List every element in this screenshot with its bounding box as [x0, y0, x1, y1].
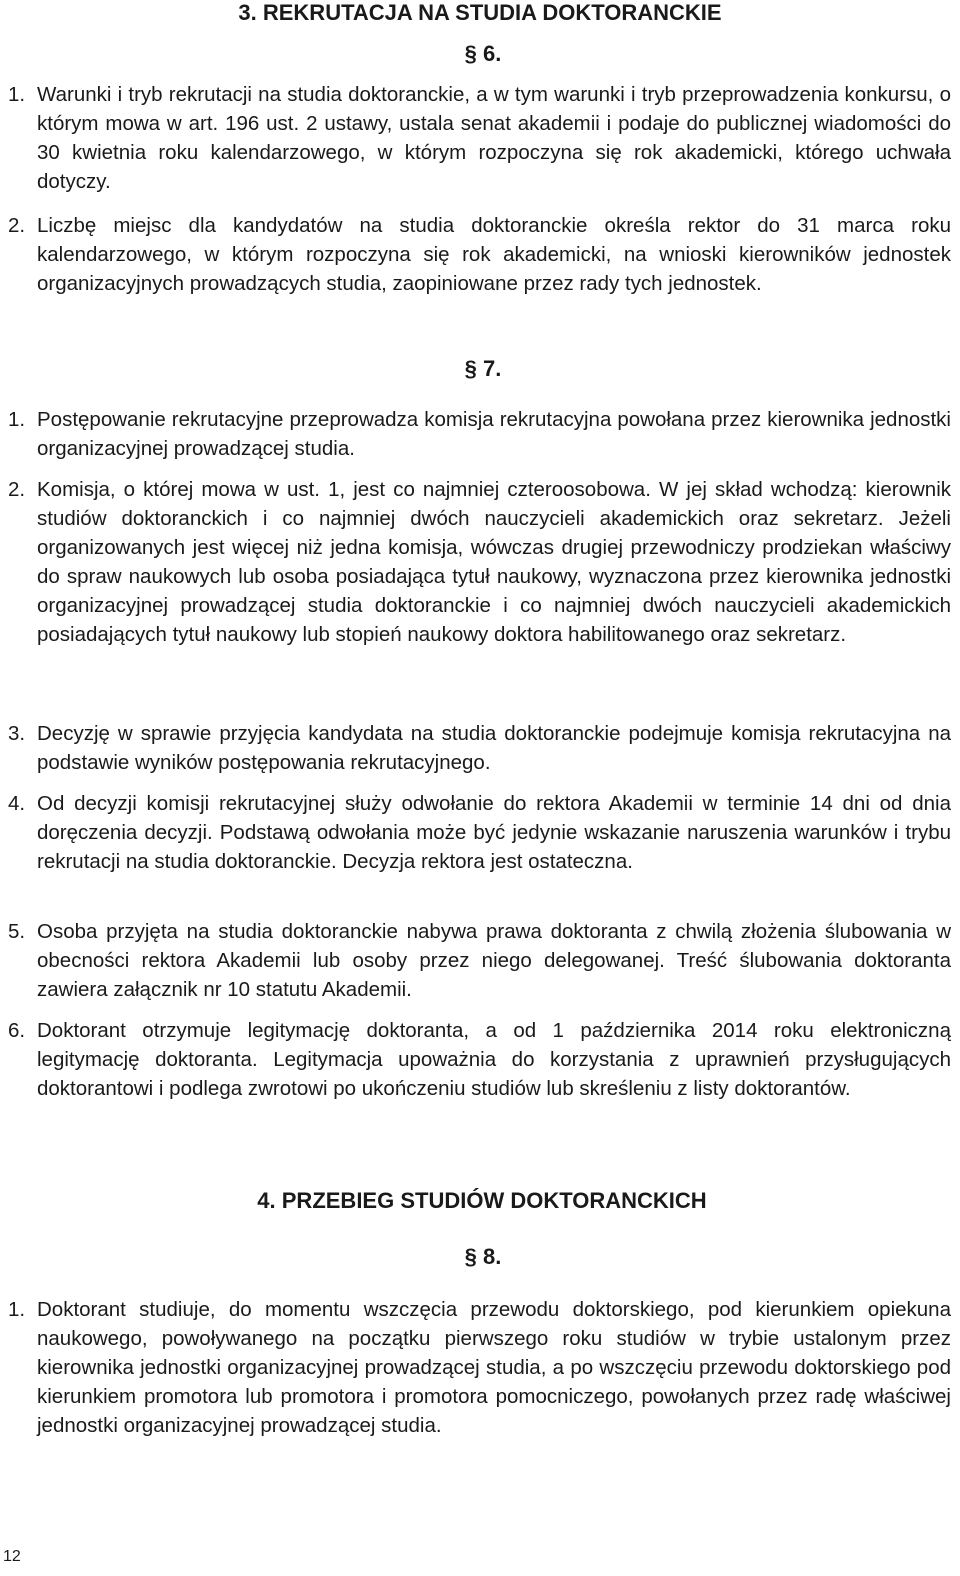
- section-7-item-4: [8, 789, 951, 876]
- item-text: Komisja, o której mowa w ust. 1, jest co najmniej czteroosobowa. W jej skład wchodzą: kierownik studiów doktoranckich i co najmniej dwóch nauczycieli akademickich oraz sekretarz. Jeżeli organizowanych jest więcej niż jedna komisja, wówczas drugiej przewodniczy prodziekan właściwy do spraw naukowych lub osoba posiadająca tytuł naukowy, wyznaczona przez kierownika jednostki organizacyjnej prowadzącej studia doktoranckie i co najmniej dwóch nauczycieli akademickich posiadających tytuł naukowy lub stopień naukowy doktora habilitowanego oraz sekretarz.: [37, 478, 951, 646]
- chapter-4-title: 4. PRZEBIEG STUDIÓW DOKTORANCKICH: [257, 1188, 707, 1213]
- item-number: 1.: [8, 408, 26, 431]
- section-7-item-1: [8, 405, 951, 463]
- item-text: Liczbę miejsc dla kandydatów na studia doktoranckie określa rektor do 31 marca roku kalendarzowego, w którym rozpoczyna się rok akademicki, na wnioski kierowników jednostek organizacyjnych prowadzących studia, zaopiniowane przez rady tych jednostek.: [37, 214, 951, 295]
- item-number: 1.: [8, 83, 26, 106]
- section-6-mark: § 6.: [464, 41, 502, 66]
- item-number: 1.: [8, 1298, 26, 1321]
- item-number: 2.: [8, 214, 26, 237]
- item-number: 4.: [8, 792, 26, 815]
- item-number: 5.: [8, 920, 26, 943]
- section-7-item-2: [8, 475, 951, 649]
- item-text: Postępowanie rekrutacyjne przeprowadza komisja rekrutacyjna powołana przez kierownika jednostki organizacyjnej prowadzącej studia.: [37, 408, 951, 460]
- item-text: Warunki i tryb rekrutacji na studia doktoranckie, a w tym warunki i tryb przeprowadzenia konkursu, o którym mowa w art. 196 ust. 2 ustawy, ustala senat akademii i podaje do publicznej wiadomości do 30 kwietnia roku kalendarzowego, w którym rozpoczyna się rok akademicki, którego uchwała dotyczy.: [37, 83, 951, 193]
- item-text: Osoba przyjęta na studia doktoranckie nabywa prawa doktoranta z chwilą złożenia ślubowania w obecności rektora Akademii lub osoby przez niego delegowanej. Treść ślubowania doktoranta zawiera załącznik nr 10 statutu Akademii.: [37, 920, 951, 1001]
- section-6-item-2: [8, 211, 951, 298]
- page-number: 12: [3, 1548, 21, 1565]
- section-8-mark: § 8.: [464, 1244, 502, 1269]
- item-number: 2.: [8, 478, 26, 501]
- section-7-mark: § 7.: [464, 356, 502, 381]
- chapter-3-title: 3. REKRUTACJA NA STUDIA DOKTORANCKIE: [238, 0, 722, 25]
- item-text: Doktorant otrzymuje legitymację doktoranta, a od 1 października 2014 roku elektroniczną legitymację doktoranta. Legitymacja upoważnia do korzystania z uprawnień przysługujących doktorantowi i podlega zwrotowi po ukończeniu studiów lub skreśleniu z listy doktorantów.: [37, 1019, 951, 1100]
- item-text: Od decyzji komisji rekrutacyjnej służy odwołanie do rektora Akademii w terminie 14 dni od dnia doręczenia decyzji. Podstawą odwołania może być jedynie wskazanie naruszenia warunków i trybu rekrutacji na studia doktoranckie. Decyzja rektora jest ostateczna.: [37, 792, 951, 873]
- section-7-item-5: [8, 917, 951, 1004]
- section-6-item-1: [8, 80, 951, 196]
- item-number: 6.: [8, 1019, 26, 1042]
- item-number: 3.: [8, 722, 26, 745]
- item-text: Decyzję w sprawie przyjęcia kandydata na studia doktoranckie podejmuje komisja rekrutacyjna na podstawie wyników postępowania rekrutacyjnego.: [37, 722, 951, 774]
- item-text: Doktorant studiuje, do momentu wszczęcia przewodu doktorskiego, pod kierunkiem opiekuna naukowego, powoływanego na początku pierwszego roku studiów w trybie ustalonym przez kierownika jednostki organizacyjnej prowadzącej studia, a po wszczęciu przewodu doktorskiego pod kierunkiem promotora lub promotora i promotora pomocniczego, powołanych przez radę właściwej jednostki organizacyjnej prowadzącej studia.: [37, 1298, 951, 1437]
- section-7-item-3: [8, 719, 951, 777]
- section-7-item-6: [8, 1016, 951, 1103]
- section-8-item-1: [8, 1295, 951, 1440]
